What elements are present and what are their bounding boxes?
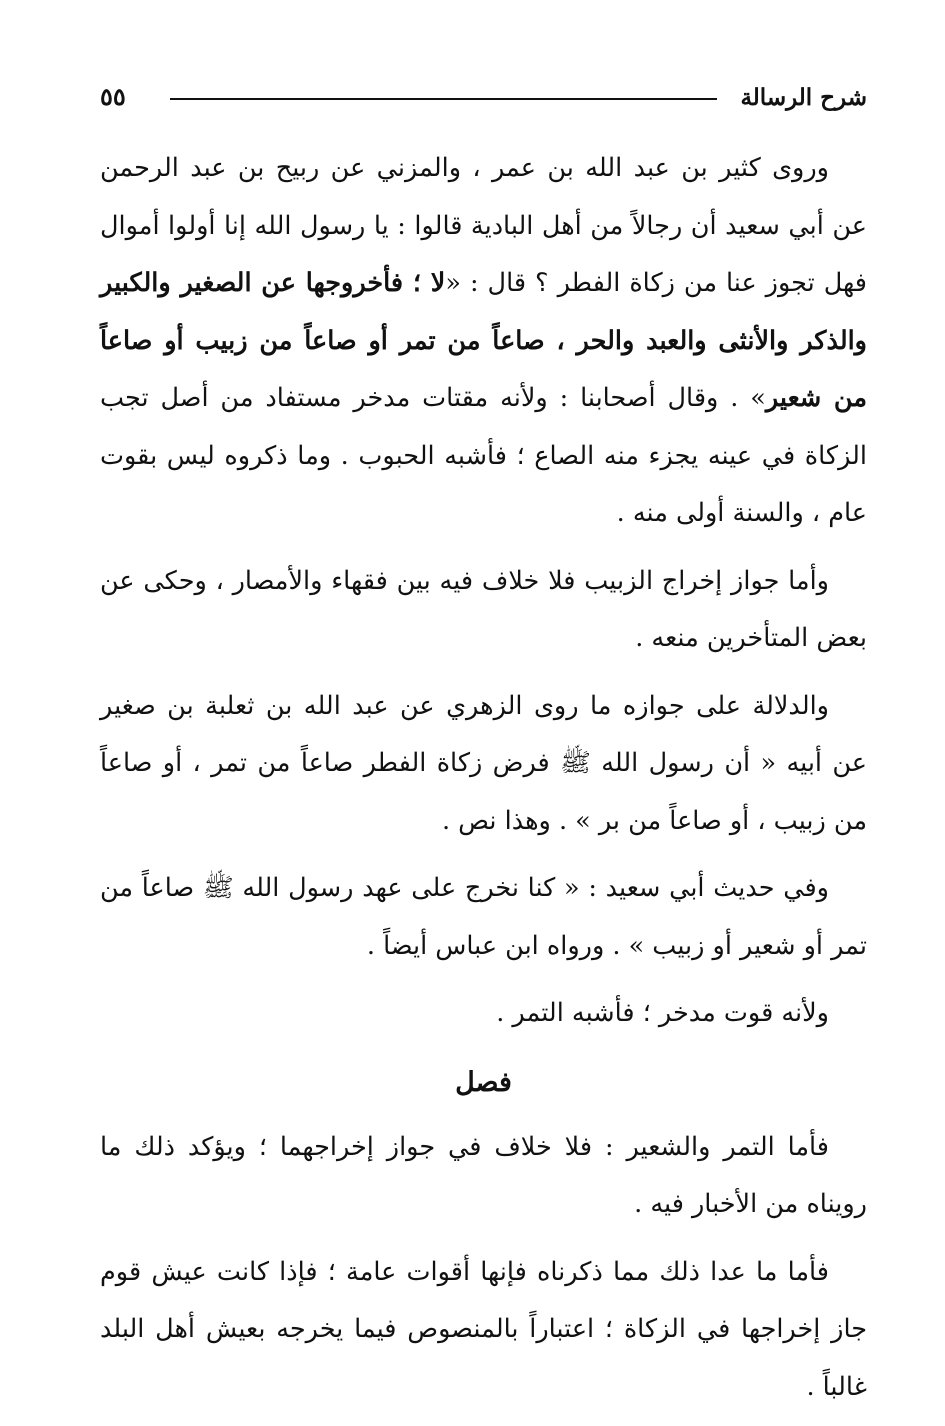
paragraph-1 [100,140,867,543]
section-paragraph-1: فأما التمر والشعير : فلا خلاف في جواز إخراجهما ؛ ويؤكد ذلك ما رويناه من الأخبار فيه . [100,1131,867,1219]
section-heading: فصل [455,1066,512,1098]
header-rule [170,98,717,100]
section-paragraph-2: فأما ما عدا ذلك مما ذكرناه فإنها أقوات عامة ؛ فإذا كانت عيش قوم جاز إخراجها في الزكاة ؛ اعتباراً بالمنصوص فيما يخرجه بعيش أهل البلد غالباً . [100,1256,867,1402]
page-number: ٥٥ [100,82,126,111]
paragraph-3: والدلالة على جوازه ما روى الزهري عن عبد الله بن ثعلبة بن صغير عن أبيه « أن رسول الله ﷺ فرض زكاة الفطر صاعاً من تمر ، أو صاعاً من زبيب ، أو صاعاً من بر » . وهذا نص . [100,690,867,836]
running-header [100,78,867,118]
page-body [100,140,867,1426]
running-title: شرح الرسالة [740,84,867,111]
hadith-quote-bold: لا ؛ فأخروجها عن الصغير والكبير والذكر والأنثى والعبد والحر ، صاعاً من تمر أو صاعاً من زبيب أو صاعاً من شعير [100,268,867,413]
paragraph-5: ولأنه قوت مدخر ؛ فأشبه التمر . [496,998,829,1028]
paragraph-2: وأما جواز إخراج الزبيب فلا خلاف فيه بين فقهاء والأمصار ، وحكى عن بعض المتأخرين منعه . [100,565,867,653]
paragraph-4: وفي حديث أبي سعيد : « كنا نخرج على عهد رسول الله ﷺ صاعاً من تمر أو شعير أو زبيب » . ورواه ابن عباس أيضاً . [100,873,867,961]
paragraph-1-text-a: وروى كثير بن عبد الله بن عمر ، والمزني عن ربيح بن عبد الرحمن عن أبي سعيد أن رجالاً من أهل البادية قالوا : يا رسول الله إنا أولوا أموال فهل تجوز عنا من زكاة الفطر ؟ قال : « [100,153,867,298]
paragraph-1-text-b: » . وقال أصحابنا : ولأنه مقتات مدخر مستفاد من أصل تجب الزكاة في عينه يجزء منه الصاع ؛ فأشبه الحبوب . وما ذكروه ليس بقوت عام ، والسنة أولى منه . [100,383,867,528]
